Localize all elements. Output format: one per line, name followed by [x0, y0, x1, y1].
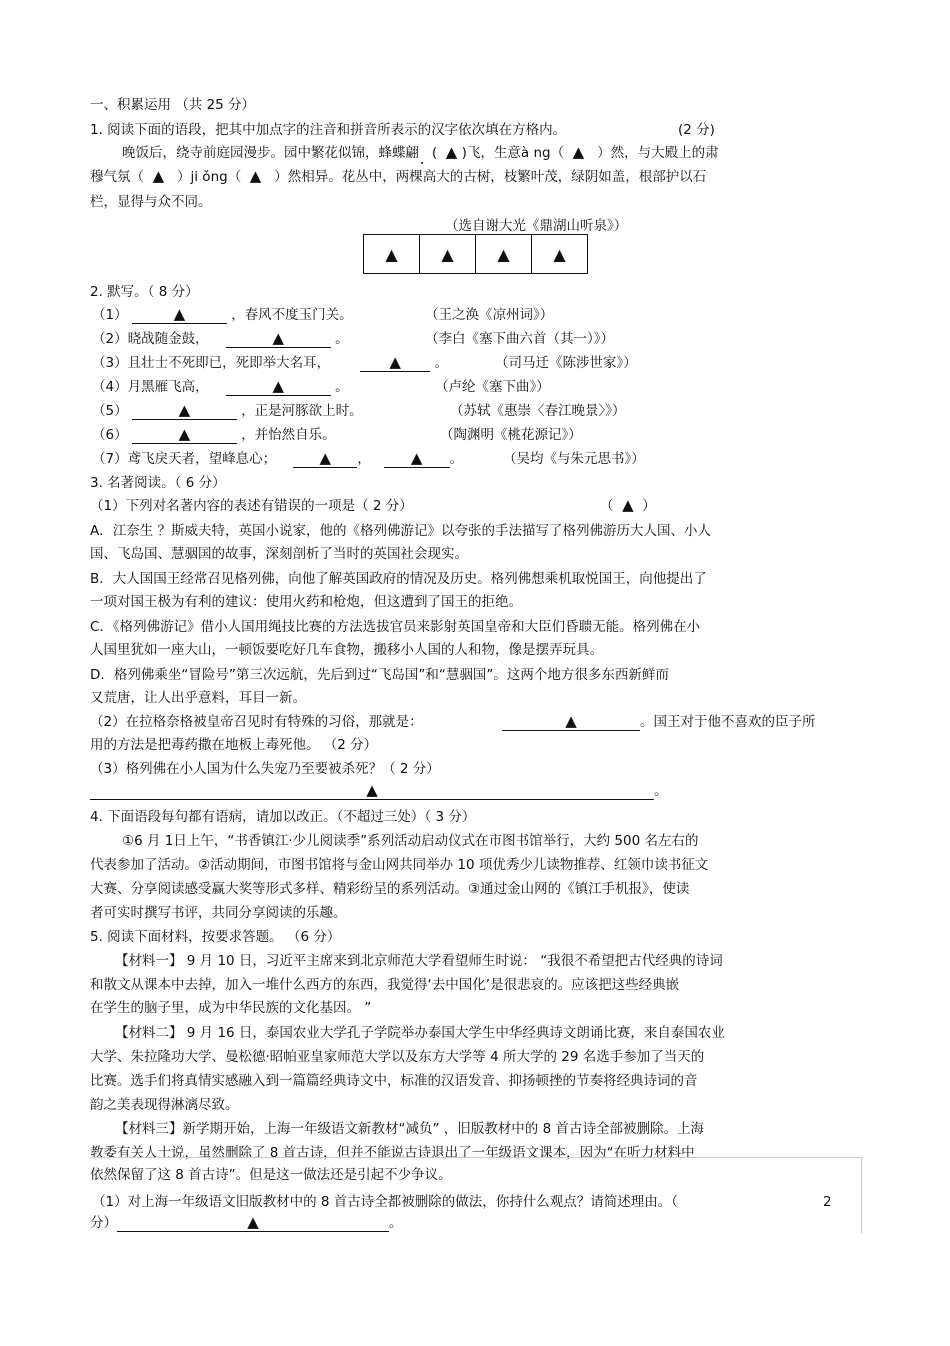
- answer-boxes: [363, 234, 588, 274]
- triangle-icon: ▲: [319, 449, 332, 467]
- triangle-icon: ▲: [247, 1213, 259, 1231]
- triangle-icon: ▲: [173, 305, 186, 323]
- triangle-icon: ▲: [178, 401, 191, 419]
- q2-source-2: （李白《塞下曲六首（其一）》）: [425, 331, 614, 347]
- q2-item-6: （6） ▲ ，并怡然自乐。: [92, 425, 336, 443]
- triangle-icon: ▲: [366, 781, 378, 799]
- q2-item-2: （2）晓战随金鼓， ▲ 。: [92, 329, 349, 347]
- answer-blank[interactable]: [117, 1214, 389, 1232]
- triangle-icon: ▲: [385, 244, 398, 264]
- option-b-line2: 一项对国王极为有利的建议：使用火药和枪炮，但这遭到了国王的拒绝。: [90, 594, 522, 610]
- answer-box[interactable]: [420, 235, 476, 273]
- q5-sub1-score: 2: [823, 1194, 832, 1210]
- answer-blank[interactable]: [360, 354, 430, 372]
- q2-source-4: （卢纶《塞下曲》）: [435, 379, 550, 395]
- answer-blank[interactable]: [226, 378, 331, 396]
- q3-sub3-answer-line: ▲ 。: [90, 782, 668, 800]
- q5-sub1-line2: 分） ▲ 。: [90, 1213, 403, 1231]
- answer-box[interactable]: [476, 235, 532, 273]
- q1-passage-line2: 穆气氛（ ▲ ）ji ǒng（ ▲ ）然相异。花丛中，两棵高大的古树，枝繁叶茂，绿阴如盖，根部护以石: [90, 167, 707, 185]
- q2-item-1: （1） ▲ ，春风不度玉门关。: [92, 305, 353, 323]
- q1-source: （选自谢大光《鼎湖山听泉》）: [445, 218, 628, 234]
- q3-title: 3. 名著阅读。（ 6 分）: [90, 475, 226, 491]
- q1-passage-line3: 栏，显得与众不同。: [90, 194, 212, 210]
- q1-passage-line1: 晚饭后，绕寺前庭园漫步。园中繁花似锦，蜂蝶翩 ( ▲ )飞，生意à ng（ ▲ ）然，与大殿上的肃: [122, 143, 719, 161]
- material3-line3: 依然保留了这 8 首古诗”。但是这一做法还是引起不少争议。: [90, 1167, 452, 1183]
- option-a-line1: A．江奈生 ？斯威夫特，英国小说家，他的《格列佛游记》以夸张的手法描写了格列佛游历大人国、小人: [90, 523, 712, 539]
- q3-sub2-line1: （2）在拉格奈格被皇帝召见时有特殊的习俗，那就是：: [90, 714, 423, 730]
- q2-source-7: （吴均《与朱元思书》）: [503, 451, 645, 467]
- answer-box[interactable]: [364, 235, 420, 273]
- material3-line2: 教委有关人士说，虽然删除了 8 首古诗，但并不能说古诗退出了一年级语文课本，因为“在听力材料中: [90, 1145, 695, 1161]
- q2-source-6: （陶渊明《桃花源记》）: [440, 427, 582, 443]
- material2-line4: 韵之美表现得淋漓尽致。: [90, 1097, 239, 1113]
- triangle-icon: ▲: [572, 143, 585, 161]
- triangle-icon: ▲: [445, 143, 458, 161]
- section-title: 一、积累运用 （共 25 分）: [90, 97, 256, 113]
- answer-blank[interactable]: [132, 426, 237, 444]
- triangle-icon: ▲: [389, 353, 401, 371]
- triangle-icon: ▲: [152, 167, 165, 185]
- answer-blank[interactable]: [132, 402, 237, 420]
- triangle-icon: ▲: [272, 377, 285, 395]
- q2-item-7: （7）鸢飞戾天者，望峰息心； ▲ ， ▲ 。: [92, 449, 464, 467]
- material2-line3: 比赛。选手们将真情实感融入到一篇篇经典诗文中，标准的汉语发音、抑扬顿挫的节奏将经典诗词的音: [90, 1073, 698, 1089]
- triangle-icon: ▲: [410, 449, 423, 467]
- material3-line1: 【材料三】新学期开始，上海一年级语文新教材“减负” ，旧版教材中的 8 首古诗全部被删除。上海: [115, 1121, 704, 1137]
- answer-blank[interactable]: [502, 713, 640, 731]
- answer-blank[interactable]: [384, 450, 450, 468]
- material1-line3: 在学生的脑子里，成为中华民族的文化基因。 ”: [90, 1000, 372, 1016]
- option-a-line2: 国、飞岛国、慧骃国的故事，深刻剖析了当时的英国社会现实。: [90, 546, 468, 562]
- material1-line2: 和散文从课本中去掉，加入一堆什么西方的东西，我觉得‘去中国化’是很悲哀的。应该把这些经典嵌: [90, 977, 680, 993]
- q2-source-3: （司马迁《陈涉世家》）: [495, 355, 637, 371]
- triangle-icon: ▲: [272, 329, 285, 347]
- triangle-icon: ▲: [622, 496, 634, 514]
- q4-passage-line2: 代表参加了活动。②活动期间，市图书馆将与金山网共同举办 10 项优秀少儿读物推荐、红领巾读书征文: [90, 857, 709, 873]
- option-d-line2: 又荒唐，让人出乎意料，耳目一新。: [90, 690, 306, 706]
- option-c-line2: 人国里犹如一座大山，一顿饭要吃好几车食物，搬移小人国的人和物，像是摆弄玩具。: [90, 642, 603, 658]
- q2-title: 2. 默写。（ 8 分）: [90, 284, 199, 300]
- q2-item-5: （5） ▲ ，正是河豚欲上时。: [92, 401, 363, 419]
- triangle-icon: ▲: [178, 425, 191, 443]
- option-d-line1: D．格列佛乘坐“冒险号”第三次远航，先后到过“飞岛国”和“慧骃国”。这两个地方很多东西新鲜而: [90, 667, 669, 683]
- answer-blank[interactable]: [90, 782, 654, 800]
- q3-sub1-answer[interactable]: （ ▲ ）: [600, 496, 656, 514]
- material2-line2: 大学、朱拉隆功大学、曼松德·昭帕亚皇家师范大学以及东方大学等 4 所大学的 29 名选手参加了当天的: [90, 1049, 705, 1065]
- option-b-line1: B．大人国国王经常召见格列佛，向他了解英国政府的情况及历史。格列佛想乘机取悦国王，向他提出了: [90, 571, 707, 587]
- q1-stem: 1. 阅读下面的语段，把其中加点字的注音和拼音所表示的汉字依次填在方格内。: [90, 122, 567, 138]
- triangle-icon: ▲: [497, 244, 510, 264]
- q5-sub1-line1: （1）对上海一年级语文旧版教材中的 8 首古诗全都被删除的做法，你持什么观点？请简述理由。（: [92, 1194, 679, 1210]
- answer-blank[interactable]: [226, 330, 331, 348]
- triangle-icon: ▲: [553, 244, 566, 264]
- q4-passage-line1: ①6 月 1日上午，“书香镇江·少儿阅读季”系列活动启动仪式在市图书馆举行，大约 500 名左右的: [122, 833, 699, 849]
- triangle-icon: ▲: [441, 244, 454, 264]
- triangle-icon: ▲: [249, 167, 262, 185]
- q2-item-3: （3）且壮士不死即已，死即举大名耳， ▲ 。: [92, 353, 448, 371]
- q3-sub3: （3）格列佛在小人国为什么失宠乃至要被杀死？（ 2 分）: [90, 761, 440, 777]
- q3-sub1: （1）下列对名著内容的表述有错误的一项是（ 2 分）: [90, 498, 413, 514]
- q2-item-4: （4）月黑雁飞高， ▲ 。: [92, 377, 349, 395]
- q1-score: (2 分): [678, 122, 715, 138]
- answer-box[interactable]: [532, 235, 587, 273]
- material2-line1: 【材料二】 9 月 16 日，泰国农业大学孔子学院举办泰国大学生中华经典诗文朗诵比赛，来自泰国农业: [115, 1025, 725, 1041]
- q3-sub2-line2: 用的方法是把毒药撒在地板上毒死他。 （2 分）: [90, 737, 378, 753]
- answer-blank[interactable]: [132, 306, 227, 324]
- answer-blank[interactable]: [293, 450, 357, 468]
- option-c-line1: C．《格列佛游记》借小人国用绳技比赛的方法选拔官员来影射英国皇帝和大臣们昏聩无能。格列佛在小: [90, 619, 701, 635]
- q4-passage-line3: 大赛、分享阅读感受赢大奖等形式多样、精彩纷呈的系列活动。③通过金山网的《镇江手机报》，使读: [90, 881, 690, 897]
- q3-sub2-blank-wrap: ▲ 。国王对于他不喜欢的臣子所: [502, 713, 816, 731]
- q4-title: 4. 下面语段每句都有语病，请加以改正。（不超过三处）（ 3 分）: [90, 809, 476, 825]
- q2-source-5: （苏轼《惠崇〈春江晚景〉》）: [450, 403, 626, 419]
- triangle-icon: ▲: [565, 712, 577, 730]
- q5-title: 5. 阅读下面材料，按要求答题。 （6 分）: [90, 929, 341, 945]
- material1-line1: 【材料一】 9 月 10 日，习近平主席来到北京师范大学看望师生时说： “我很不希望把古代经典的诗词: [115, 953, 723, 969]
- q4-passage-line4: 者可实时撰写书评，共同分享阅读的乐趣。: [90, 905, 347, 921]
- q2-source-1: （王之涣《凉州词》）: [425, 307, 554, 323]
